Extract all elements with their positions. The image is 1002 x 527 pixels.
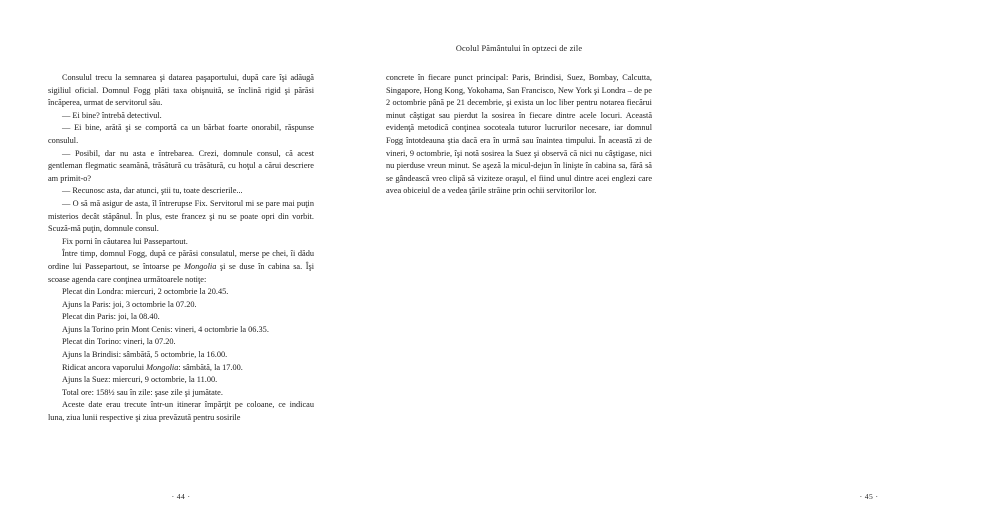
- right-page-body: [386, 72, 652, 198]
- paragraph-text-before: Între timp, domnul Fogg, după ce părăsi consulatul, merse pe chei, îi dădu ordine lui Passepartout, se întoarse pe: [48, 249, 314, 271]
- itinerary-line: Total ore: 158½ sau în zile: şase zile şi jumătate.: [62, 387, 223, 397]
- paragraph-with-ship-name: [48, 248, 314, 286]
- itinerary-line: Ajuns la Paris: joi, 3 octombrie la 07.20.: [62, 299, 197, 309]
- itinerary-line: Plecat din Torino: vineri, la 07.20.: [62, 337, 176, 347]
- itinerary-line: Ajuns la Torino prin Mont Cenis: vineri, 4 octombrie la 06.35.: [62, 324, 269, 334]
- paragraph: Aceste date erau trecute într-un itinerar împărţit pe coloane, ce indicau luna, ziua lunii respective şi ziua prevăzută pentru sosirile: [48, 400, 314, 423]
- paragraph: Consulul trecu la semnarea şi datarea paşaportului, după care îşi adăugă sigiliul oficial. Domnul Fogg plăti taxa obişnuită, se înclină rigid şi părăsi încăperea, urmat de servitorul său.: [48, 73, 314, 108]
- itinerary-text-after: : sâmbătă, la 17.00.: [178, 362, 243, 372]
- itinerary-line: Ajuns la Brindisi: sâmbătă, 5 octombrie, la 16.00.: [62, 350, 228, 360]
- page-right: [350, 0, 879, 527]
- paragraph: — Recunosc asta, dar atunci, ştii tu, toate descrierile...: [62, 186, 243, 196]
- itinerary-line-ship: [48, 362, 314, 375]
- itinerary-line: Ajuns la Suez: miercuri, 9 octombrie, la 11.00.: [62, 375, 218, 385]
- ship-name: Mongolia: [184, 261, 217, 271]
- folio-right: · 45 ·: [859, 492, 879, 501]
- itinerary-line: Plecat din Paris: joi, la 08.40.: [62, 312, 160, 322]
- itinerary-line: Plecat din Londra: miercuri, 2 octombrie la 20.45.: [62, 287, 229, 297]
- ship-name: Mongolia: [146, 362, 179, 372]
- folio-left: · 44 ·: [171, 492, 191, 501]
- paragraph: concrete în fiecare punct principal: Paris, Brindisi, Suez, Bombay, Calcutta, Singapore, Hong Kong, Yokohama, San Francisco, New York şi Londra – de pe 2 octombrie până pe 21 decembrie, şi exista un loc liber pentru notarea fiecărui minut câştigat sau pierdut la sosirea în fiecare dintre acele locuri. Această evidenţă metodică conţinea socoteala tuturor lucrurilor necesare, iar domnul Fogg întotdeauna ştia dacă era în urmă sau înaintea timpului. În această zi de vineri, 9 octombrie, îşi notă sosirea la Suez şi observă că nici nu câştigase, nici nu pierduse vreun minut. Se aşeză la micul-dejun în linişte în cabina sa, fără să se gândească vreo clipă să viziteze oraşul, el fiind unul dintre acei englezi care avea obiceiul de a vedea ţările străine prin ochii servitorilor lor.: [386, 73, 652, 196]
- paragraph-text-after: şi se duse în cabina sa. Îşi scoase agenda care conţinea următoarele notiţe:: [48, 261, 314, 284]
- paragraph: — Posibil, dar nu asta e întrebarea. Crezi, domnule consul, că acest gentleman flegmatic seamănă, trăsătură cu trăsătură, cu hoţul a cărui descriere am primit-o?: [48, 148, 314, 183]
- page-left: [0, 0, 350, 527]
- paragraph: — Ei bine? întrebă detectivul.: [62, 110, 162, 120]
- paragraph: Fix porni în căutarea lui Passepartout.: [62, 236, 188, 246]
- left-page-body: [48, 72, 314, 425]
- paragraph: — Ei bine, arătă şi se comportă ca un bărbat foarte onorabil, răspunse consulul.: [48, 123, 314, 145]
- paragraph: — O să mă asigur de asta, îl întrerupse Fix. Servitorul mi se pare mai puţin misterios decât stăpânul. În plus, este francez şi nu se poate opri din vorbit. Scuză-mă puţin, domnule consul.: [48, 198, 314, 234]
- itinerary-text-before: Ridicat ancora vaporului: [62, 362, 147, 372]
- running-head-left: [48, 44, 314, 58]
- running-head-right: Ocolul Pământului în optzeci de zile: [455, 44, 583, 53]
